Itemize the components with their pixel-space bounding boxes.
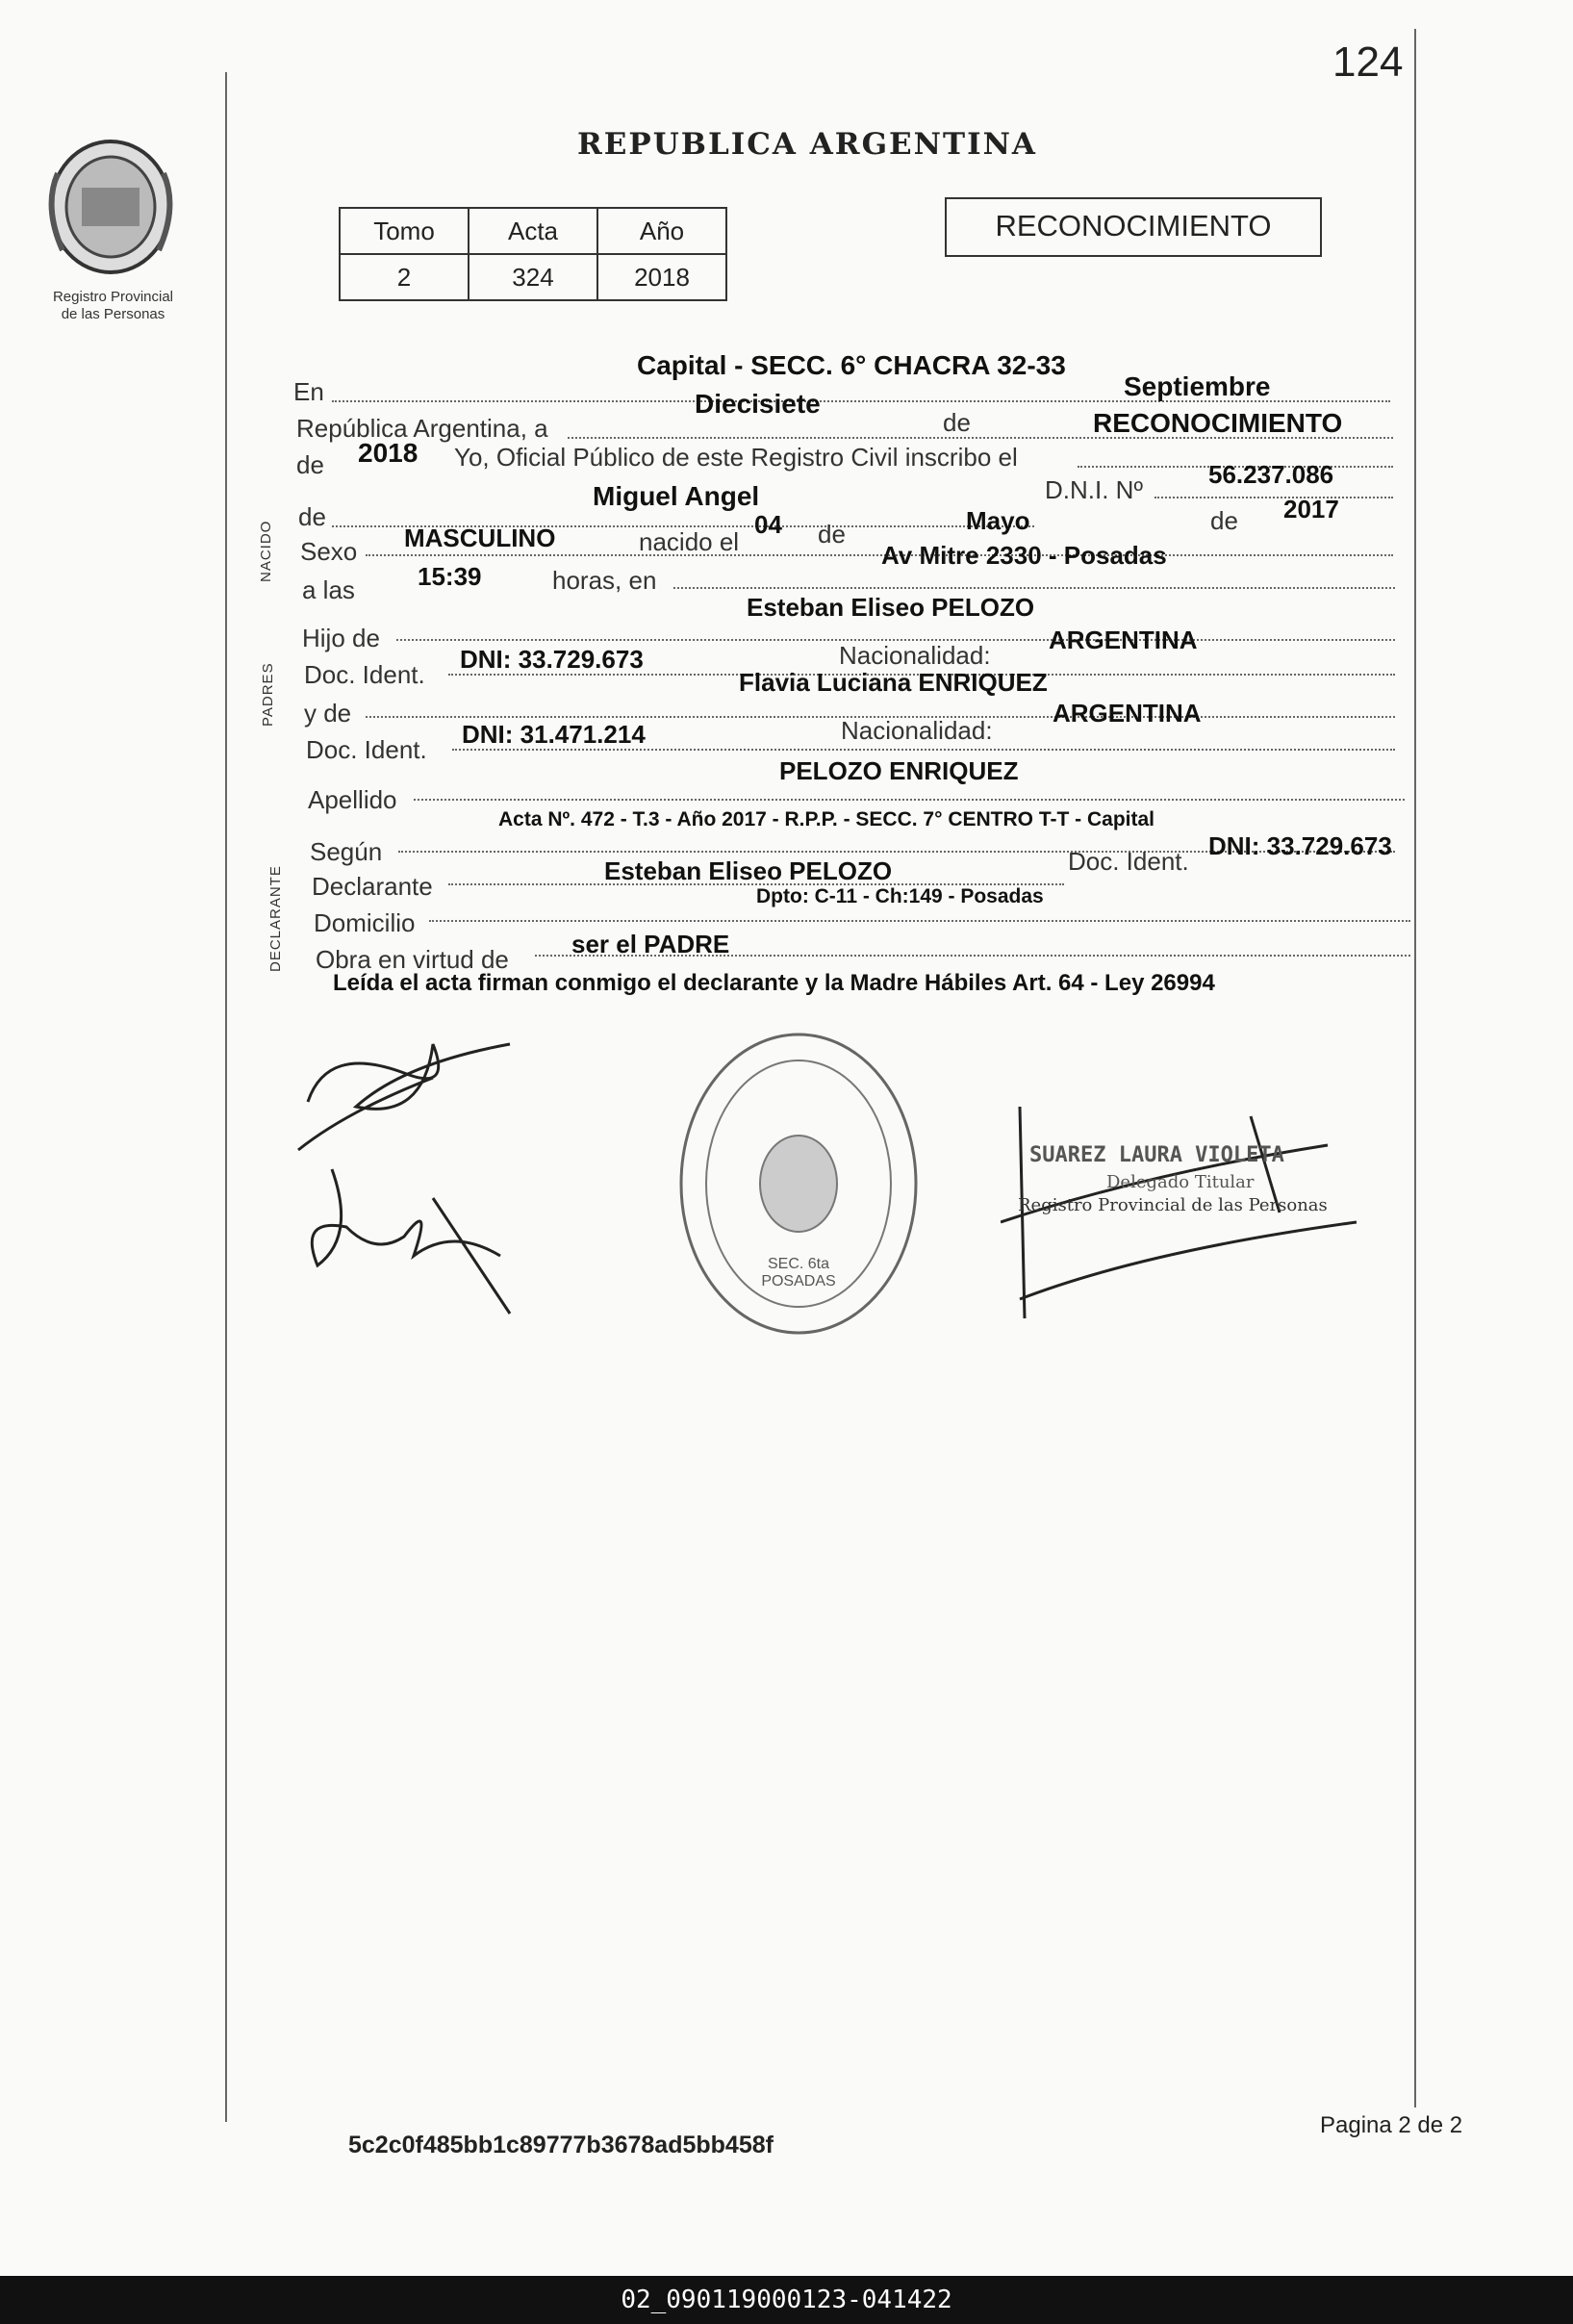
- oficial-text: Yo, Oficial Público de este Registro Civil inscribo el: [454, 443, 1018, 472]
- hora-value: 15:39: [418, 562, 482, 591]
- obra-label: Obra en virtud de: [316, 945, 509, 974]
- declarante-label: Declarante: [312, 872, 433, 901]
- doc1-label: Doc. Ident.: [304, 660, 425, 689]
- nac2-value: ARGENTINA: [1053, 699, 1202, 728]
- padre-value: Esteban Eliseo PELOZO: [747, 593, 1035, 622]
- horas-label: horas, en: [552, 566, 657, 595]
- de-label: de: [943, 408, 971, 437]
- seal-inner-text: SEC. 6ta POSADAS: [761, 1256, 836, 1290]
- official-office: Registro Provincial de las Personas: [1018, 1195, 1328, 1215]
- document-hash: 5c2c0f485bb1c89777b3678ad5bb458f: [348, 2132, 774, 2158]
- segun-label: Según: [310, 837, 383, 866]
- republica-label: República Argentina, a: [296, 414, 548, 443]
- doc3-label: Doc. Ident.: [1068, 847, 1189, 876]
- alas-label: a las: [302, 575, 355, 604]
- nac-anio: 2017: [1283, 495, 1339, 524]
- dni-value: 56.237.086: [1208, 460, 1334, 489]
- mes-value: Septiembre: [1124, 371, 1271, 401]
- nacido-label: nacido el: [639, 527, 740, 556]
- nac2-label: Nacionalidad:: [841, 716, 993, 745]
- dni-label: D.N.I. Nº: [1045, 475, 1143, 504]
- official-name: SUAREZ LAURA VIOLETA: [1029, 1143, 1284, 1167]
- file-code-bar: [0, 2276, 1573, 2324]
- doc2-value: DNI: 31.471.214: [462, 720, 646, 749]
- official-seal: [673, 1025, 924, 1342]
- page-number: 124: [1332, 38, 1404, 86]
- sexo-label: Sexo: [300, 537, 358, 566]
- acta-header: Acta: [469, 208, 597, 254]
- lugar-value: Av Mitre 2330 - Posadas: [881, 541, 1167, 570]
- nac-dia: 04: [754, 510, 782, 539]
- tomo-value: 2: [340, 254, 469, 300]
- segun-value: Acta Nº. 472 - T.3 - Año 2017 - R.P.P. - SECC. 7° CENTRO T-T - Capital: [498, 808, 1155, 830]
- en-label: En: [293, 377, 324, 406]
- side-label-padres: PADRES: [260, 662, 276, 727]
- domicilio-label: Domicilio: [314, 908, 416, 937]
- side-label-declarante: DECLARANTE: [267, 865, 284, 972]
- pagination: Pagina 2 de 2: [1320, 2112, 1463, 2138]
- doc1-value: DNI: 33.729.673: [460, 645, 644, 674]
- madre-value: Flavia Luciana ENRIQUEZ: [739, 668, 1048, 697]
- tipo-value: RECONOCIMIENTO: [1093, 408, 1343, 438]
- anio-value: 2018: [358, 438, 419, 468]
- leida-text: Leída el acta firman conmigo el declarante y la Madre Hábiles Art. 64 - Ley 26994: [333, 970, 1215, 996]
- country-title: REPUBLICA ARGENTINA: [577, 127, 1037, 162]
- de2-label: de: [296, 450, 324, 479]
- tomo-header: Tomo: [340, 208, 469, 254]
- anio-value: 2018: [597, 254, 726, 300]
- doc3-value: DNI: 33.729.673: [1208, 831, 1392, 860]
- apellido-label: Apellido: [308, 785, 397, 814]
- nac1-value: ARGENTINA: [1049, 626, 1198, 654]
- file-code: 02_090119000123-041422: [621, 2286, 952, 2314]
- acta-value: 324: [469, 254, 597, 300]
- de3-label: de: [298, 502, 326, 531]
- obra-value: ser el PADRE: [571, 930, 730, 958]
- de4-label: de: [818, 520, 846, 549]
- yde-label: y de: [304, 699, 352, 728]
- logo-caption: Registro Provincial de las Personas: [52, 289, 174, 322]
- declarante-value: Esteban Eliseo PELOZO: [604, 856, 893, 885]
- dia-value: Diecisiete: [695, 389, 821, 419]
- official-signature-block: [1001, 1107, 1366, 1318]
- sexo-value: MASCULINO: [404, 524, 556, 552]
- signature-declarante: [289, 1006, 539, 1323]
- nombre-value: Miguel Angel: [593, 481, 760, 511]
- doc2-label: Doc. Ident.: [306, 735, 427, 764]
- domicilio-value: Dpto: C-11 - Ch:149 - Posadas: [756, 885, 1044, 907]
- en-value: Capital - SECC. 6° CHACRA 32-33: [637, 350, 1066, 380]
- anio-header: Año: [597, 208, 726, 254]
- document-type: RECONOCIMIENTO: [995, 209, 1272, 243]
- side-label-nacido: NACIDO: [258, 520, 274, 582]
- de5-label: de: [1210, 506, 1238, 535]
- nac-mes: Mayo: [966, 506, 1030, 535]
- nac1-label: Nacionalidad:: [839, 641, 991, 670]
- official-role: Delegado Titular: [1106, 1172, 1255, 1192]
- registry-seal-icon: [673, 1025, 924, 1342]
- hijo-label: Hijo de: [302, 624, 380, 652]
- apellido-value: PELOZO ENRIQUEZ: [779, 756, 1019, 785]
